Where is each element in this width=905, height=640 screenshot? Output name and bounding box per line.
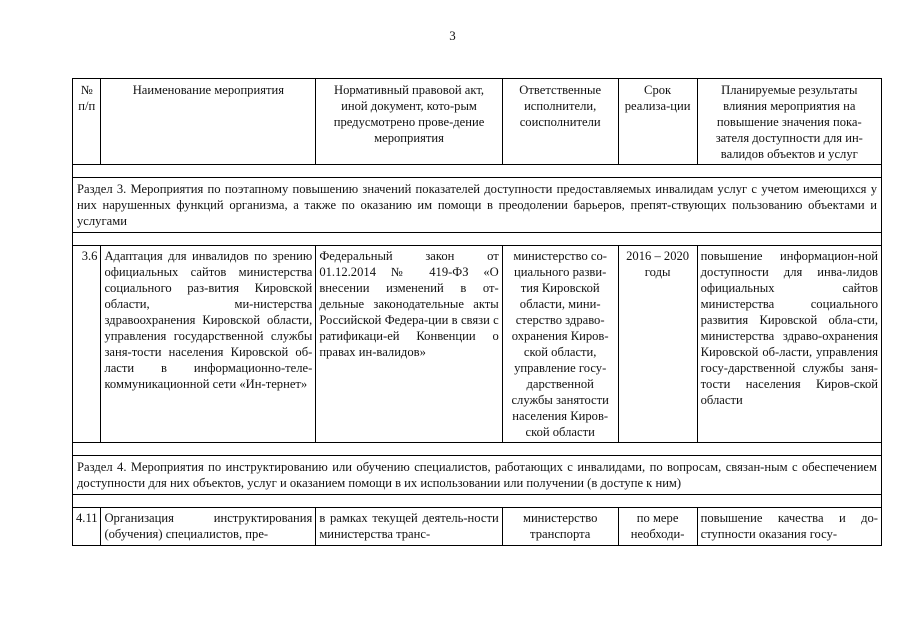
- section-4-row: [73, 456, 882, 495]
- section-4-title: Раздел 4. Мероприятия по инструктированию или обучению специалистов, работающих с инвалидами, по вопросам, связан-ным с обеспечением доступности для них объектов, услуг и оказанием помощи в их использовании или получении (в доступе к ним): [73, 456, 882, 495]
- measures-table: [72, 78, 882, 546]
- period: 2016 – 2020 годы: [618, 246, 697, 443]
- table-header-row: [73, 79, 882, 165]
- period: по мере необходи-: [618, 508, 697, 546]
- spacer-row: [73, 165, 882, 178]
- table-row-4-11: [73, 508, 882, 546]
- planned-results: повышение качества и до-ступности оказания госу-: [697, 508, 881, 546]
- spacer-row: [73, 443, 882, 456]
- legal-act: Федеральный закон от 01.12.2014 № 419-ФЗ «О внесении изменений в от-дельные законодательные акты Российской Федера-ции в связи с ратификаци-ей Конвенции о правах ин-валидов»: [316, 246, 502, 443]
- legal-act: в рамках текущей деятель-ности министерства транс-: [316, 508, 502, 546]
- table-row-3-6: [73, 246, 882, 443]
- header-results: Планируемые результаты влияния мероприятия на повышение значения пока-зателя доступности для ин-валидов объектов и услуг: [697, 79, 881, 165]
- spacer-row: [73, 495, 882, 508]
- row-number: 4.11: [73, 508, 101, 546]
- event-name: Организация инструктирования (обучения) специалистов, пре-: [101, 508, 316, 546]
- section-3-title: Раздел 3. Мероприятия по поэтапному повышению значений показателей доступности предоставляемых инвалидам услуг с учетом имеющихся у них нарушенных функций организма, а также по оказанию им помощи в преодолении барьеров, препят-ствующих пользованию объектами и услугами: [73, 178, 882, 233]
- header-event-name: Наименование мероприятия: [101, 79, 316, 165]
- spacer-row: [73, 233, 882, 246]
- page-number: 3: [449, 28, 456, 43]
- section-3-row: [73, 178, 882, 233]
- header-legal-act: Нормативный правовой акт, иной документ, кото-рым предусмотрено прове-дение мероприятия: [316, 79, 502, 165]
- event-name: Адаптация для инвалидов по зрению официальных сайтов министерства социального раз-вития Кировской области, ми-нистерства здравоохранения Кировской области, управления государственной службы заня-тости населения Кировской об-ласти в информационно-теле-коммуникационной сети «Ин-тернет»: [101, 246, 316, 443]
- header-number: № п/п: [73, 79, 101, 165]
- executors: министерство со-циального разви-тия Кировской области, мини-стерство здраво-охранения Киров-ской области, управление госу-дарственной службы занятости населения Киров-ской области: [502, 246, 618, 443]
- header-period: Срок реализа-ции: [618, 79, 697, 165]
- row-number: 3.6: [73, 246, 101, 443]
- planned-results: повышение информацион-ной доступности для инва-лидов официальных сайтов министерства социального развития Кировской обла-сти, министерства здраво-охранения Кировской об-ласти, управления госу-дарственной службы заня-тости населения Киров-ской области: [697, 246, 881, 443]
- executors: министерство транспорта: [502, 508, 618, 546]
- header-executors: Ответственные исполнители, соисполнители: [502, 79, 618, 165]
